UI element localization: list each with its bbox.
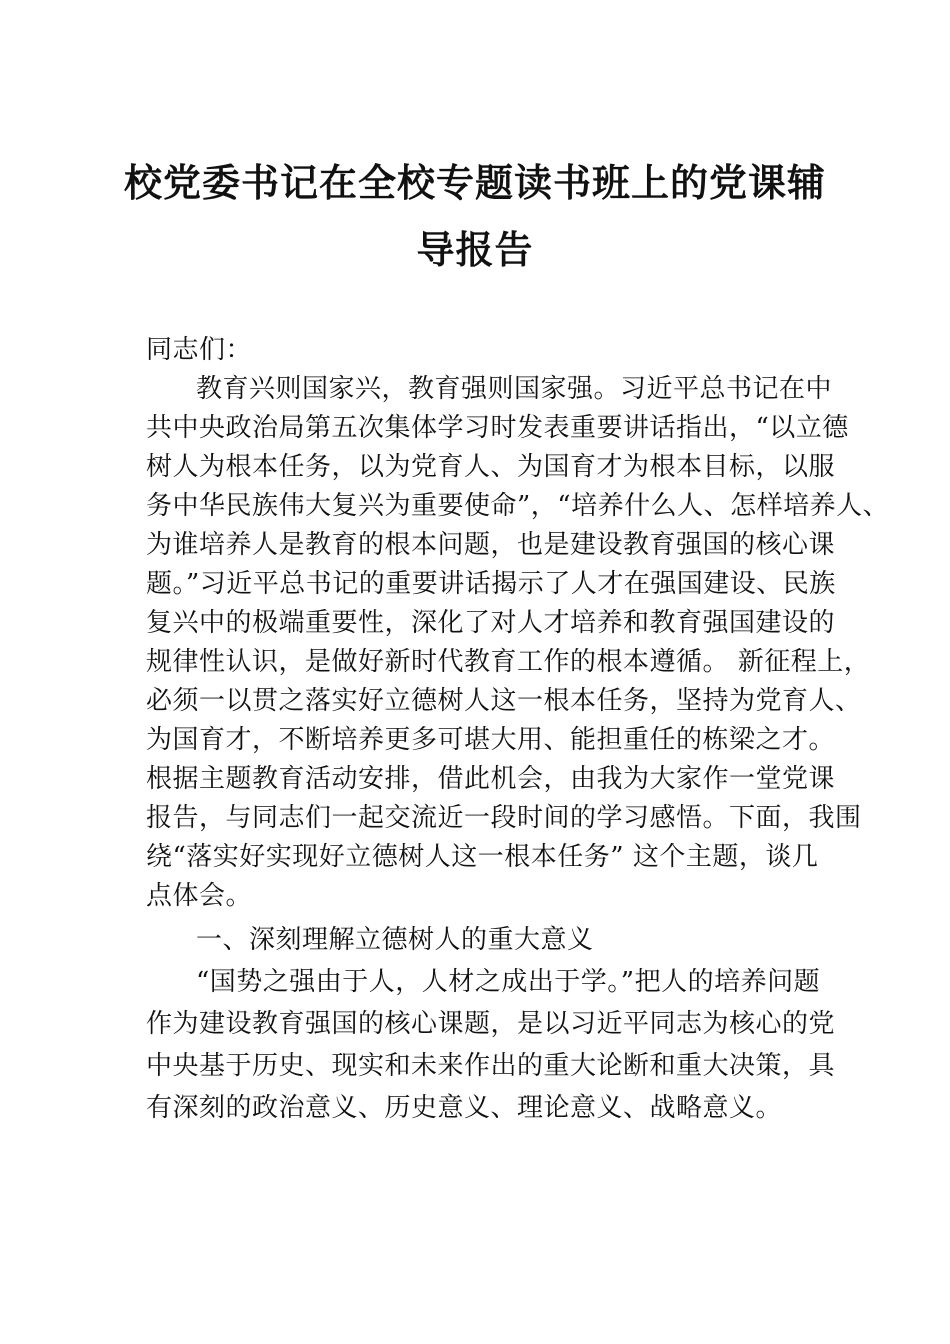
paragraph-2-line: 作为建设教育强国的核心课题，是以习近平同志为核心的党 xyxy=(146,1009,836,1039)
paragraph-1-line: 复兴中的极端重要性，深化了对人才培养和教育强国建设的 xyxy=(146,608,836,638)
document-title-line-2: 导报告 xyxy=(416,227,534,272)
paragraph-1-line: 绕“落实好实现好立德树人这一根本任务” 这个主题，谈几 xyxy=(146,842,819,872)
paragraph-1-line: 报告，与同志们一起交流近一段时间的学习感悟。下面，我围 xyxy=(146,803,862,833)
paragraph-2-line: 有深刻的政治意义、历史意义、理论意义、战略意义。 xyxy=(146,1093,783,1123)
paragraph-1-line: 共中央政治局第五次集体学习时发表重要讲话指出，“以立德 xyxy=(146,413,849,443)
salutation: 同志们： xyxy=(146,335,253,365)
paragraph-1-line: 规律性认识，是做好新时代教育工作的根本遵循。 新征程上， xyxy=(146,647,871,677)
paragraph-1-line: 树人为根本任务，以为党育人、为国育才为根本目标，以服 xyxy=(146,452,836,482)
paragraph-1-line: 点体会。 xyxy=(146,881,253,911)
paragraph-1-line: 务中华民族伟大复兴为重要使命”，“培养什么人、怎样培养人、 xyxy=(146,491,890,521)
paragraph-1-line: 教育兴则国家兴，教育强则国家强。习近平总书记在中 xyxy=(196,374,833,404)
paragraph-2-line: “国势之强由于人，人材之成出于学。”把人的培养问题 xyxy=(196,967,821,997)
paragraph-1-line: 必须一以贯之落实好立德树人这一根本任务，坚持为党育人、 xyxy=(146,686,862,716)
paragraph-1-line: 根据主题教育活动安排，借此机会，由我为大家作一堂党课 xyxy=(146,764,836,794)
document-title-line-1: 校党委书记在全校专题读书班上的党课辅 xyxy=(123,160,826,205)
section-heading: 一、深刻理解立德树人的重大意义 xyxy=(196,925,594,955)
paragraph-1-line: 为国育才，不断培养更多可堪大用、能担重任的栋梁之才。 xyxy=(146,725,836,755)
paragraph-1-line: 为谁培养人是教育的根本问题，也是建设教育强国的核心课 xyxy=(146,530,836,560)
paragraph-2-line: 中央基于历史、现实和未来作出的重大论断和重大决策，具 xyxy=(146,1051,836,1081)
paragraph-1-line: 题。”习近平总书记的重要讲话揭示了人才在强国建设、民族 xyxy=(146,569,836,599)
